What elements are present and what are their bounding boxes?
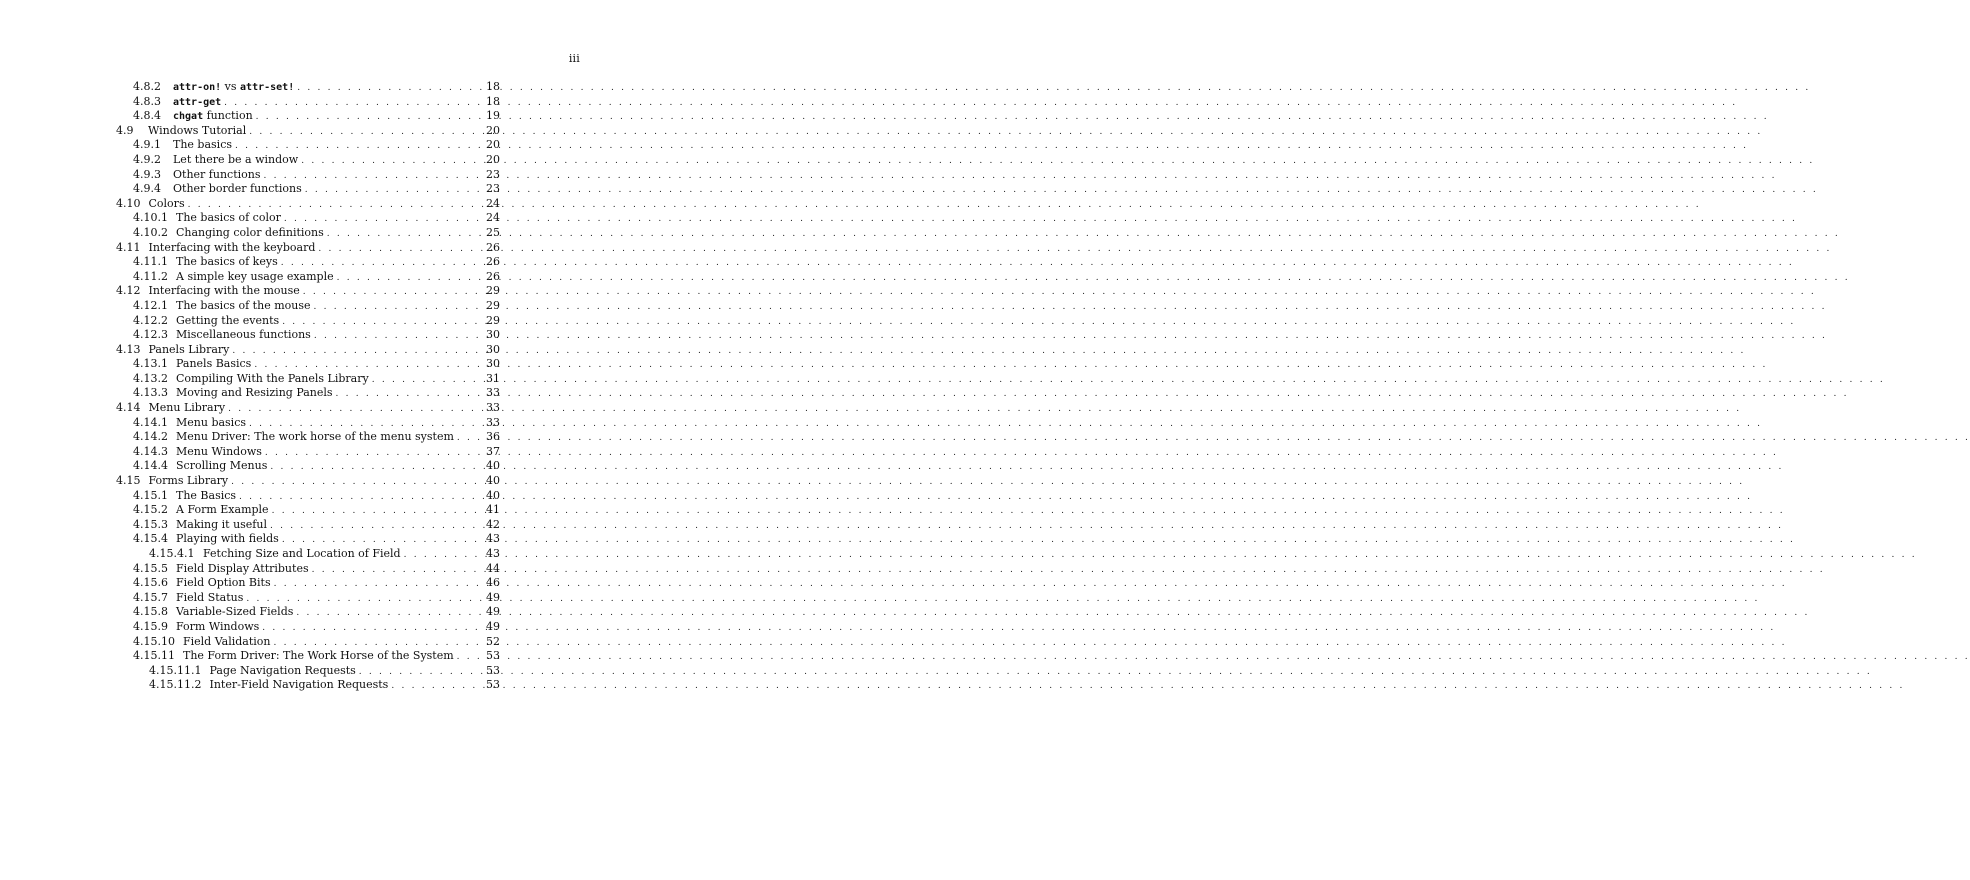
toc-entry-title-text: The basics of keys [176, 255, 278, 269]
toc-entry-code-text: attr-set! [240, 82, 295, 93]
toc-entry-title [176, 620, 259, 635]
toc-entry-number: 4.9.1 [133, 138, 161, 152]
toc-entry-page: 26 [486, 269, 500, 283]
toc-entry[interactable] [116, 197, 500, 212]
toc-entry[interactable] [116, 270, 500, 285]
toc-entry-page: 33 [486, 386, 500, 400]
toc-entry-number: 4.8.3 [133, 94, 161, 108]
toc-entry-number: 4.15.9 [133, 619, 168, 633]
toc-entry-title [176, 299, 311, 314]
toc-entry[interactable] [116, 372, 500, 387]
toc-entry-number: 4.9.2 [133, 152, 161, 166]
toc-entry-title [209, 678, 388, 693]
toc-entry[interactable] [116, 649, 500, 664]
toc-entry-number: 4.15.4.1 [149, 547, 195, 560]
toc-entry-number: 4.10.1 [133, 211, 168, 225]
toc-entry-title-text: Miscellaneous functions [176, 328, 311, 342]
toc-entry-page: 30 [486, 342, 500, 356]
toc-entry-title [149, 197, 185, 212]
toc-leader-dots [284, 212, 483, 227]
toc-entry-title-text: Other functions [173, 167, 261, 181]
toc-leader-dots [457, 431, 483, 446]
toc-entry[interactable] [116, 503, 500, 518]
toc-entry-title-text: vs [221, 80, 241, 93]
toc-leader-dots [318, 242, 483, 257]
toc-entry-page: 43 [486, 547, 500, 560]
toc-entry-page: 36 [486, 430, 500, 444]
toc-entry-title [176, 357, 251, 372]
toc-entry[interactable] [116, 678, 500, 693]
toc-entry-page: 20 [486, 152, 500, 166]
toc-entry-page: 40 [486, 488, 500, 502]
toc-entry[interactable] [116, 95, 500, 110]
toc-entry[interactable] [116, 562, 500, 577]
toc-entry-number: 4.13.1 [133, 357, 168, 371]
toc-entry-number: 4.8.4 [133, 109, 161, 123]
toc-entry-number: 4.12 [116, 284, 141, 298]
toc-entry-title [176, 270, 334, 285]
toc-leader-dots [272, 504, 483, 519]
toc-entry-title-text: Let there be a window [173, 152, 299, 166]
toc-entry[interactable] [116, 284, 500, 299]
toc-entry-page: 44 [486, 561, 500, 575]
toc-entry-page: 42 [486, 517, 500, 531]
toc-entry-page: 43 [486, 532, 500, 546]
toc-entry[interactable] [116, 576, 500, 591]
toc-entry-page: 19 [486, 109, 500, 123]
toc-entry-title [183, 635, 271, 650]
toc-leader-dots [303, 285, 483, 300]
toc-entry-number: 4.15 [116, 474, 141, 488]
toc-leader-dots [249, 417, 483, 432]
toc-entry[interactable] [116, 80, 500, 95]
toc-entry-page: 30 [486, 357, 500, 371]
toc-leader-dots [274, 636, 484, 651]
toc-entry-number: 4.8.2 [133, 80, 161, 93]
toc-leader-dots [270, 519, 483, 534]
toc-entry-title-text: Moving and Resizing Panels [176, 386, 333, 400]
toc-entry-title [176, 314, 279, 329]
toc-entry-number: 4.15.8 [133, 605, 168, 619]
toc-entry[interactable] [116, 226, 500, 241]
toc-entry-title [149, 343, 230, 358]
toc-entry-code-text: attr-get [173, 96, 222, 108]
toc-entry-number: 4.15.7 [133, 590, 168, 604]
toc-entry-page: 24 [486, 211, 500, 225]
toc-entry-title [176, 562, 309, 577]
toc-leader-dots [281, 256, 483, 271]
toc-entry-title-text: Inter-Field Navigation Requests [209, 678, 389, 692]
toc-entry-number: 4.11.2 [133, 269, 168, 283]
toc-leader-dots [231, 475, 483, 490]
toc-entry-number: 4.14.1 [133, 415, 168, 429]
toc-leader-dots [232, 344, 483, 359]
toc-entry-page: 49 [486, 619, 500, 633]
toc-entry[interactable] [116, 459, 500, 474]
toc-entry-title-text: Menu basics [176, 415, 247, 429]
toc-entry[interactable] [116, 241, 500, 256]
toc-entry-title [176, 489, 236, 504]
toc-leader-dots [270, 460, 483, 475]
toc-entry-page: 20 [486, 138, 500, 152]
toc-entry[interactable] [116, 445, 500, 460]
toc-entry-title-text: Other border functions [173, 182, 302, 196]
toc-entry[interactable] [116, 386, 500, 401]
toc-entry-number: 4.15.11.1 [149, 663, 202, 677]
toc-entry-number: 4.10.2 [133, 225, 168, 239]
toc-leader-dots [224, 96, 483, 111]
toc-entry-number: 4.15.6 [133, 576, 168, 590]
toc-entry-title-text: Interfacing with the keyboard [148, 240, 316, 254]
toc-entry-page: 49 [486, 590, 500, 604]
toc-entry-page: 33 [486, 401, 500, 415]
toc-entry-title-text: Field Status [176, 590, 244, 604]
toc-entry-title [149, 474, 229, 489]
toc-leader-dots [391, 679, 483, 694]
toc-entry[interactable] [116, 124, 500, 139]
toc-entry-title-text: Variable-Sized Fields [176, 605, 294, 619]
toc-leader-dots [312, 563, 483, 578]
toc-leader-dots [274, 577, 483, 592]
toc-entry-number: 4.9 [116, 123, 134, 137]
toc-entry-title [148, 124, 246, 139]
toc-entry-code-text: attr-on! [173, 82, 222, 93]
toc-leader-dots [314, 300, 484, 315]
toc-entry-title-text: Menu Driver: The work horse of the menu system [176, 430, 454, 444]
toc-leader-dots [404, 548, 483, 563]
toc-leader-dots [296, 606, 483, 621]
toc-leader-dots [297, 81, 483, 96]
toc-entry-title [176, 211, 281, 226]
toc-entry-page: 53 [486, 678, 500, 692]
toc-entry-title-text: Interfacing with the mouse [148, 284, 300, 298]
toc-entry-number: 4.12.1 [133, 298, 168, 312]
toc-leader-dots [263, 169, 483, 184]
toc-leader-dots [301, 154, 483, 169]
toc-entry-title-text: Changing color definitions [176, 225, 324, 239]
toc-entry-title-text: A simple key usage example [176, 269, 334, 283]
toc-leader-dots [282, 315, 483, 330]
toc-leader-dots [265, 446, 483, 461]
toc-entry-title [176, 328, 311, 343]
toc-entry-number: 4.15.11 [133, 649, 175, 663]
toc-entry-title-text: Field Validation [183, 634, 271, 648]
toc-entry-title-text: The basics of the mouse [176, 298, 311, 312]
toc-leader-dots [337, 271, 483, 286]
toc-leader-dots [359, 665, 483, 680]
toc-entry-title [176, 591, 243, 606]
toc-leader-dots [239, 490, 483, 505]
toc-entry-title [176, 518, 267, 533]
toc-entry-number: 4.12.3 [133, 328, 168, 342]
toc-entry-page: 29 [486, 284, 500, 298]
toc-entry-number: 4.13 [116, 342, 141, 356]
toc-entry-number: 4.14.2 [133, 430, 168, 444]
table-of-contents [116, 80, 500, 693]
toc-entry-title-text: Form Windows [176, 619, 260, 633]
toc-entry-page: 40 [486, 474, 500, 488]
toc-leader-dots [249, 125, 483, 140]
toc-entry[interactable] [116, 635, 500, 650]
toc-entry-title-text: Field Display Attributes [176, 561, 309, 575]
toc-entry-number: 4.10 [116, 196, 141, 210]
toc-entry-title [176, 532, 279, 547]
toc-entry[interactable] [116, 211, 500, 226]
toc-entry-title [173, 168, 260, 183]
toc-entry[interactable] [116, 430, 500, 445]
toc-entry-number: 4.15.2 [133, 503, 168, 517]
toc-leader-dots [305, 183, 483, 198]
toc-entry-title-text: Fetching Size and Location of Field [203, 547, 401, 560]
toc-entry-page: 41 [486, 503, 500, 517]
toc-entry-title-text: Windows Tutorial [148, 123, 247, 137]
toc-entry-number: 4.14 [116, 401, 141, 415]
toc-entry-title-text: Menu Windows [176, 444, 262, 458]
toc-entry-title-text: Getting the events [176, 313, 280, 327]
toc-leader-dots [256, 110, 483, 125]
toc-entry-title [203, 547, 401, 562]
toc-entry-page: 23 [486, 182, 500, 196]
toc-entry-title-text: The Basics [176, 488, 237, 502]
toc-entry-number: 4.15.1 [133, 488, 168, 502]
toc-entry-page: 40 [486, 459, 500, 473]
toc-entry-title-text: The basics [173, 138, 232, 152]
toc-entry[interactable] [116, 182, 500, 197]
toc-entry[interactable] [116, 547, 500, 562]
toc-entry[interactable] [116, 401, 500, 416]
toc-entry-number: 4.15.10 [133, 634, 175, 648]
toc-leader-dots [262, 621, 483, 636]
toc-entry-number: 4.15.5 [133, 561, 168, 575]
toc-entry-page: 26 [486, 240, 500, 254]
toc-entry-number: 4.13.3 [133, 386, 168, 400]
toc-entry-title [176, 386, 333, 401]
toc-entry-title [176, 503, 269, 518]
toc-entry-page: 53 [486, 649, 500, 663]
toc-entry-title [176, 576, 271, 591]
toc-leader-dots [254, 358, 483, 373]
toc-entry-page: 25 [486, 225, 500, 239]
toc-leader-dots [228, 402, 483, 417]
toc-entry-page: 24 [486, 196, 500, 210]
toc-entry[interactable] [116, 620, 500, 635]
toc-entry-title [176, 255, 278, 270]
toc-entry-title [176, 459, 267, 474]
toc-entry-number: 4.13.2 [133, 371, 168, 385]
toc-entry-title [176, 416, 246, 431]
toc-entry-title-text: The Form Driver: The Work Horse of the System [183, 649, 454, 663]
toc-entry-number: 4.12.2 [133, 313, 168, 327]
toc-entry[interactable] [116, 518, 500, 533]
toc-entry-number: 4.11 [116, 240, 141, 254]
toc-entry[interactable] [116, 474, 500, 489]
toc-leader-dots [372, 373, 483, 388]
toc-entry[interactable] [116, 299, 500, 314]
toc-entry-title-text: Scrolling Menus [176, 459, 268, 473]
toc-entry[interactable] [116, 416, 500, 431]
toc-entry-page: 33 [486, 415, 500, 429]
toc-entry-page: 31 [486, 371, 500, 385]
toc-entry-title [176, 372, 369, 387]
toc-entry[interactable] [116, 605, 500, 620]
toc-entry[interactable] [116, 153, 500, 168]
toc-entry-page: 29 [486, 298, 500, 312]
toc-entry-title-text: Forms Library [148, 474, 229, 488]
toc-leader-dots [457, 650, 483, 665]
toc-entry-page: 18 [486, 94, 500, 108]
toc-entry-title [173, 138, 232, 153]
toc-entry-page: 49 [486, 605, 500, 619]
toc-entry[interactable] [116, 532, 500, 547]
toc-entry-title [173, 153, 298, 168]
toc-entry-page: 30 [486, 328, 500, 342]
toc-entry[interactable] [116, 255, 500, 270]
toc-entry[interactable] [116, 138, 500, 153]
toc-entry-title-text: Compiling With the Panels Library [176, 371, 369, 385]
toc-entry-page: 23 [486, 167, 500, 181]
toc-entry-number: 4.15.4 [133, 532, 168, 546]
toc-entry[interactable] [116, 168, 500, 183]
toc-entry-page: 37 [486, 444, 500, 458]
toc-entry[interactable] [116, 314, 500, 329]
toc-entry[interactable] [116, 357, 500, 372]
toc-entry-code-text: chgat [173, 111, 204, 123]
toc-entry[interactable] [116, 109, 500, 124]
toc-leader-dots [327, 227, 483, 242]
toc-entry[interactable] [116, 489, 500, 504]
toc-entry-title [176, 605, 293, 620]
toc-entry[interactable] [116, 343, 500, 358]
toc-entry-title [176, 445, 262, 460]
toc-entry-title-text: Page Navigation Requests [209, 663, 356, 677]
toc-entry-title-text: Making it useful [176, 517, 267, 531]
toc-entry-title-text: Menu Library [148, 401, 226, 415]
toc-entry-number: 4.15.11.2 [149, 678, 202, 692]
toc-entry-title-text: A Form Example [176, 503, 269, 517]
toc-entry-title [149, 241, 316, 256]
toc-entry-title-text: function [203, 109, 253, 123]
toc-entry-page: 53 [486, 663, 500, 677]
toc-entry-number: 4.15.3 [133, 517, 168, 531]
toc-entry-number: 4.9.3 [133, 167, 161, 181]
toc-entry-title-text: The basics of color [176, 211, 281, 225]
toc-entry[interactable] [116, 591, 500, 606]
toc-entry-page: 20 [486, 123, 500, 137]
toc-entry-title-text: Playing with fields [176, 532, 279, 546]
toc-entry-page: 26 [486, 255, 500, 269]
toc-entry[interactable] [116, 664, 500, 679]
toc-entry[interactable] [116, 328, 500, 343]
toc-entry-page: 29 [486, 313, 500, 327]
toc-leader-dots [188, 198, 483, 213]
toc-entry-number: 4.14.3 [133, 444, 168, 458]
toc-entry-number: 4.9.4 [133, 182, 161, 196]
toc-entry-title [183, 649, 454, 664]
toc-entry-page: 18 [486, 80, 500, 93]
toc-entry-page: 46 [486, 576, 500, 590]
toc-entry-title [209, 664, 355, 679]
toc-entry-title [149, 401, 226, 416]
toc-entry-number: 4.14.4 [133, 459, 168, 473]
toc-leader-dots [282, 533, 483, 548]
toc-leader-dots [235, 139, 483, 154]
toc-entry-title-text: Colors [148, 196, 185, 210]
toc-entry-title [176, 226, 324, 241]
toc-entry-title [176, 430, 454, 445]
toc-entry-title [173, 95, 221, 111]
toc-entry-title-text: Field Option Bits [176, 576, 271, 590]
toc-entry-title [173, 182, 302, 197]
toc-leader-dots [246, 592, 483, 607]
toc-leader-dots [336, 387, 483, 402]
toc-entry-title-text: Panels Library [148, 342, 230, 356]
toc-leader-dots [314, 329, 483, 344]
toc-entry-title [173, 80, 294, 96]
toc-entry-title-text: Panels Basics [176, 357, 252, 371]
toc-entry-page: 52 [486, 634, 500, 648]
toc-entry-number: 4.11.1 [133, 255, 168, 269]
toc-entry-title [173, 109, 253, 125]
toc-entry-title [149, 284, 300, 299]
page-number: iii [568, 52, 580, 65]
